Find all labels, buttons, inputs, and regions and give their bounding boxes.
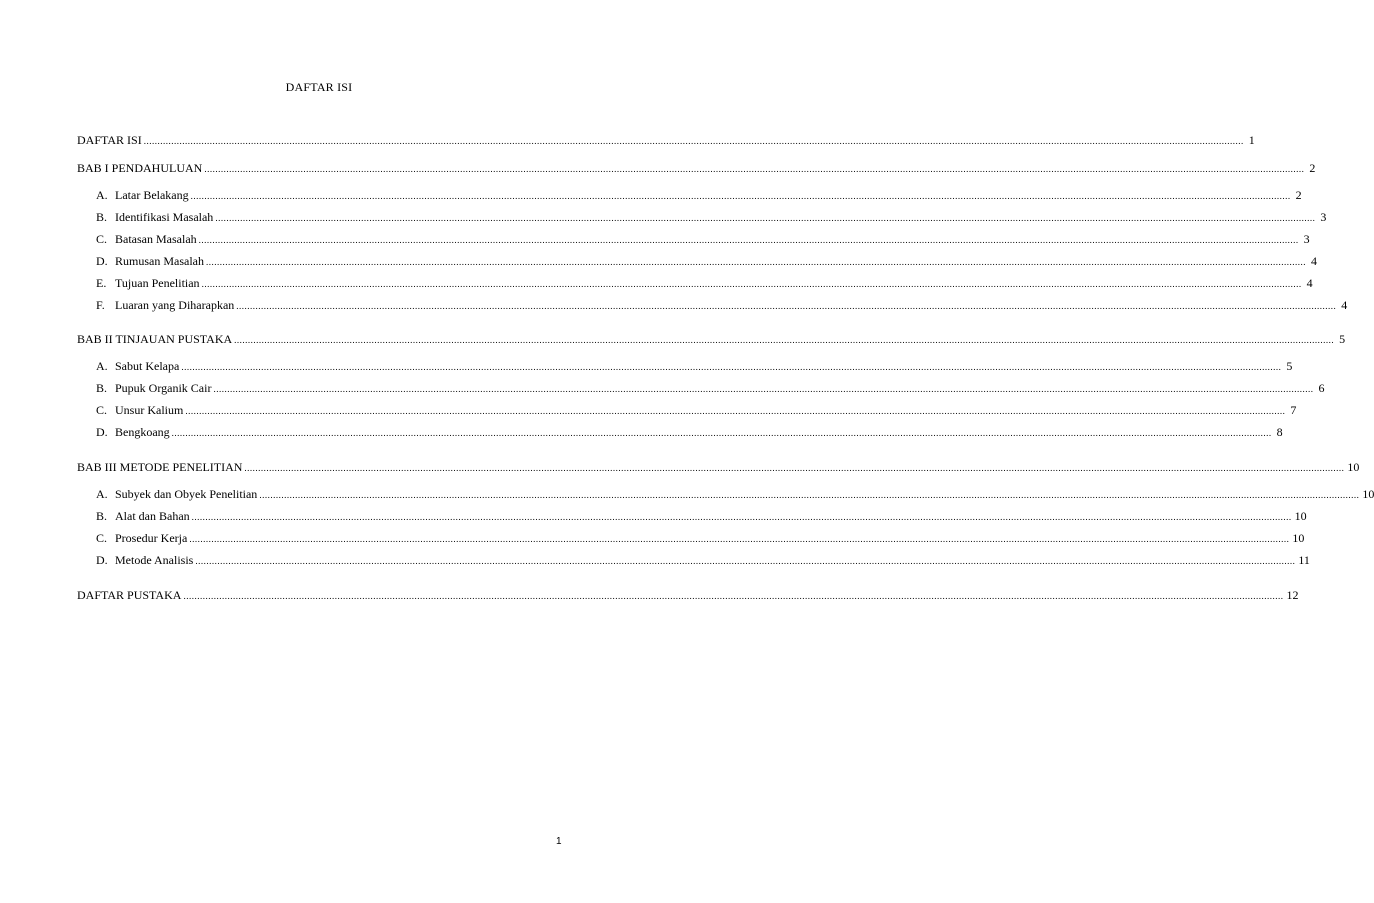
- toc-entry-page: 4: [1341, 298, 1348, 312]
- toc-subentry-bengkoang[interactable]: [96, 424, 1283, 440]
- toc-entry-letter: D.: [96, 425, 108, 439]
- toc-entry-page: 8: [1276, 425, 1283, 439]
- leader-dots: ................................................................................................................................................................................................................................................................................................................................................................................................................: [195, 556, 1296, 566]
- toc-entry-letter: A.: [96, 487, 108, 501]
- leader-dots: ................................................................................................................................................................................................................................................................................................................................................................................................................: [171, 428, 1272, 438]
- toc-entry-page: 5: [1339, 332, 1346, 346]
- toc-entry-label: BAB III METODE PENELITIAN: [77, 460, 243, 474]
- toc-entry-page: 2: [1309, 161, 1316, 175]
- leader-dots: ................................................................................................................................................................................................................................................................................................................................................................................................................: [244, 463, 1345, 473]
- toc-entry-label: Batasan Masalah: [115, 232, 197, 246]
- toc-entry-page: 7: [1290, 403, 1297, 417]
- toc-entry-label: Subyek dan Obyek Penelitian: [115, 487, 258, 501]
- toc-entry-page: 10: [1347, 460, 1360, 474]
- toc-entry-page: 11: [1298, 553, 1310, 567]
- toc-entry-page: 4: [1306, 276, 1313, 290]
- toc-entry-page: 5: [1286, 359, 1293, 373]
- toc-entry-letter: B.: [96, 509, 108, 523]
- toc-subentry-alat-bahan[interactable]: [96, 508, 1307, 524]
- leader-dots: ................................................................................................................................................................................................................................................................................................................................................................................................................: [143, 136, 1244, 146]
- toc-entry-label: Luaran yang Diharapkan: [115, 298, 235, 312]
- toc-entry-label: BAB I PENDAHULUAN: [77, 161, 203, 175]
- toc-entry-letter: D.: [96, 254, 108, 268]
- toc-entry-label: Bengkoang: [115, 425, 170, 439]
- toc-entry-page: 12: [1286, 588, 1299, 602]
- leader-dots: ................................................................................................................................................................................................................................................................................................................................................................................................................: [206, 257, 1306, 267]
- toc-entry-letter: C.: [96, 403, 108, 417]
- leader-dots: ................................................................................................................................................................................................................................................................................................................................................................................................................: [234, 335, 1335, 345]
- toc-entry-page: 10: [1294, 509, 1307, 523]
- toc-subentry-unsur-kalium[interactable]: [96, 402, 1297, 418]
- leader-dots: ................................................................................................................................................................................................................................................................................................................................................................................................................: [204, 164, 1305, 174]
- toc-entry-bab-1[interactable]: [77, 160, 1316, 176]
- leader-dots: ................................................................................................................................................................................................................................................................................................................................................................................................................: [181, 362, 1282, 372]
- toc-entry-label: Pupuk Organik Cair: [115, 381, 212, 395]
- leader-dots: ................................................................................................................................................................................................................................................................................................................................................................................................................: [198, 235, 1299, 245]
- toc-entry-label: Alat dan Bahan: [115, 509, 190, 523]
- toc-entry-letter: A.: [96, 359, 108, 373]
- leader-dots: ................................................................................................................................................................................................................................................................................................................................................................................................................: [259, 490, 1360, 500]
- toc-subentry-sabut-kelapa[interactable]: [96, 358, 1293, 374]
- toc-entry-label: BAB II TINJAUAN PUSTAKA: [77, 332, 233, 346]
- toc-entry-label: Metode Analisis: [115, 553, 194, 567]
- leader-dots: ................................................................................................................................................................................................................................................................................................................................................................................................................: [189, 534, 1290, 544]
- toc-entry-letter: D.: [96, 553, 108, 567]
- toc-entry-label: Prosedur Kerja: [115, 531, 188, 545]
- page-title: DAFTAR ISI: [285, 80, 353, 94]
- toc-subentry-subyek-obyek[interactable]: [96, 486, 1374, 502]
- toc-entry-daftar-pustaka[interactable]: [77, 587, 1299, 603]
- toc-entry-label: Latar Belakang: [115, 188, 189, 202]
- toc-entry-label: DAFTAR PUSTAKA: [77, 588, 182, 602]
- leader-dots: ................................................................................................................................................................................................................................................................................................................................................................................................................: [236, 301, 1337, 311]
- toc-entry-page: 2: [1295, 188, 1302, 202]
- toc-subentry-batasan-masalah[interactable]: [96, 231, 1310, 247]
- toc-entry-page: 3: [1303, 232, 1310, 246]
- toc-entry-page: 10: [1362, 487, 1374, 501]
- toc-entry-page: 1: [1248, 133, 1255, 147]
- toc-entry-letter: B.: [96, 210, 108, 224]
- toc-entry-bab-3[interactable]: [77, 459, 1360, 475]
- toc-entry-letter: C.: [96, 232, 108, 246]
- toc-entry-page: 4: [1311, 254, 1317, 268]
- toc-entry-bab-2[interactable]: [77, 331, 1346, 347]
- toc-entry-page: 3: [1320, 210, 1327, 224]
- toc-entry-letter: E.: [96, 276, 107, 290]
- toc-entry-letter: C.: [96, 531, 108, 545]
- toc-entry-label: Unsur Kalium: [115, 403, 184, 417]
- leader-dots: ................................................................................................................................................................................................................................................................................................................................................................................................................: [213, 384, 1314, 394]
- toc-entry-daftar-isi[interactable]: [77, 132, 1255, 148]
- leader-dots: ................................................................................................................................................................................................................................................................................................................................................................................................................: [191, 512, 1292, 522]
- toc-subentry-prosedur-kerja[interactable]: [96, 530, 1305, 546]
- toc-entry-page: 10: [1292, 531, 1305, 545]
- toc-entry-page: 6: [1318, 381, 1325, 395]
- toc-subentry-tujuan-penelitian[interactable]: [96, 275, 1313, 291]
- toc-subentry-metode-analisis[interactable]: [96, 552, 1310, 568]
- leader-dots: ................................................................................................................................................................................................................................................................................................................................................................................................................: [201, 279, 1302, 289]
- leader-dots: ................................................................................................................................................................................................................................................................................................................................................................................................................: [185, 406, 1286, 416]
- toc-entry-label: Tujuan Penelitian: [115, 276, 200, 290]
- toc-subentry-latar-belakang[interactable]: [96, 187, 1302, 203]
- toc-entry-letter: B.: [96, 381, 108, 395]
- leader-dots: ................................................................................................................................................................................................................................................................................................................................................................................................................: [190, 191, 1291, 201]
- toc-entry-label: Identifikasi Masalah: [115, 210, 214, 224]
- toc-subentry-luaran[interactable]: [96, 297, 1348, 313]
- toc-entry-label: DAFTAR ISI: [77, 133, 142, 147]
- toc-subentry-rumusan-masalah[interactable]: [96, 253, 1317, 269]
- toc-subentry-identifikasi-masalah[interactable]: [96, 209, 1327, 225]
- toc-entry-label: Sabut Kelapa: [115, 359, 180, 373]
- toc-subentry-pupuk-organik-cair[interactable]: [96, 380, 1325, 396]
- toc-entry-label: Rumusan Masalah: [115, 254, 204, 268]
- page-number: 1: [556, 836, 562, 847]
- toc-entry-letter: F.: [96, 298, 105, 312]
- leader-dots: ................................................................................................................................................................................................................................................................................................................................................................................................................: [183, 591, 1284, 601]
- toc-entry-letter: A.: [96, 188, 108, 202]
- leader-dots: ................................................................................................................................................................................................................................................................................................................................................................................................................: [215, 213, 1316, 223]
